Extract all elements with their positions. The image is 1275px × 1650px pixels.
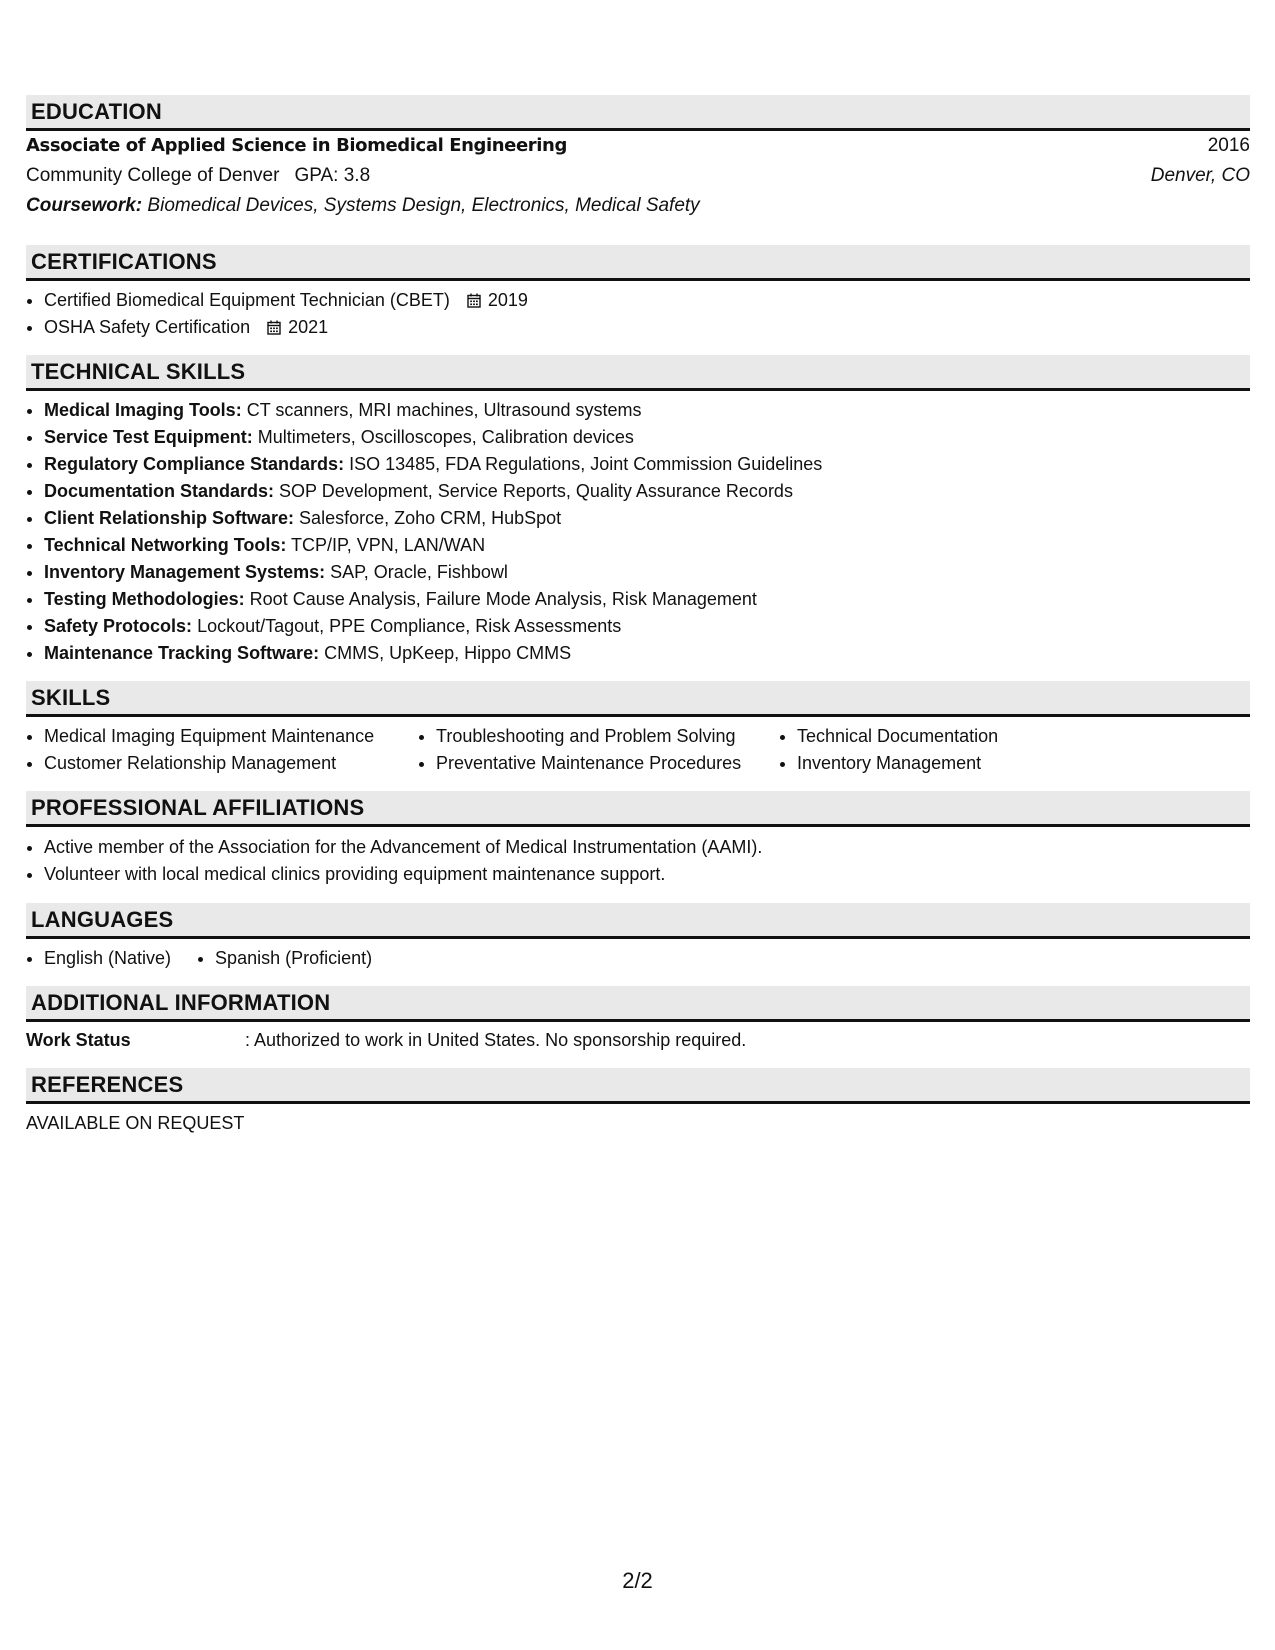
graduation-year: 2016 [1207,135,1250,156]
skills-column [418,723,779,777]
skill-values: SAP, Oracle, Fishbowl [330,562,508,582]
list-item [44,586,1250,613]
skill-category: Technical Networking Tools: [44,535,287,555]
list-item [44,640,1250,667]
resume-page [26,95,1250,1137]
references-text: AVAILABLE ON REQUEST [26,1113,245,1133]
skill-category: Safety Protocols: [44,616,193,636]
school-line [26,165,370,187]
calendar-icon [267,320,281,335]
school-location: Denver, CO [1150,165,1250,186]
list-item [44,559,1250,586]
certifications-heading: CERTIFICATIONS [26,245,1250,281]
list-item: • Preventative Maintenance Procedures [436,750,779,777]
references-heading: REFERENCES [26,1068,1250,1104]
skill-category: Inventory Management Systems: [44,562,326,582]
work-status-value: : Authorized to work in United States. No sponsorship required. [245,1030,747,1050]
list-item: • Customer Relationship Management [44,750,418,777]
list-item [44,424,1250,451]
certification-year: 2019 [487,290,528,310]
list-item [44,613,1250,640]
list-item: • Inventory Management [797,750,1097,777]
coursework-label: Coursework: [26,195,143,216]
coursework-value: Biomedical Devices, Systems Design, Electronics, Medical Safety [147,195,700,216]
languages-list [26,945,1250,972]
skill-category: Documentation Standards: [44,481,275,501]
list-item: • Technical Documentation [797,723,1097,750]
work-status-row [26,1027,1250,1054]
coursework-line [26,195,700,217]
skill-values: Multimeters, Oscilloscopes, Calibration devices [257,427,634,447]
skill-category: Medical Imaging Tools: [44,400,242,420]
skill-values: Lockout/Tagout, PPE Compliance, Risk Assessments [197,616,622,636]
skill-values: Salesforce, Zoho CRM, HubSpot [299,508,562,528]
skill-category: Regulatory Compliance Standards: [44,454,345,474]
work-status-label: Work Status [26,1030,131,1050]
skills-column [779,723,1097,777]
skill-values: TCP/IP, VPN, LAN/WAN [291,535,486,555]
list-item: • Medical Imaging Equipment Maintenance [44,723,418,750]
list-item: • English (Native) [44,945,171,972]
list-item [44,532,1250,559]
additional-info-heading: ADDITIONAL INFORMATION [26,986,1250,1022]
skill-values: ISO 13485, FDA Regulations, Joint Commission Guidelines [349,454,823,474]
education-heading: EDUCATION [26,95,1250,131]
skill-category: Testing Methodologies: [44,589,245,609]
certification-name: OSHA Safety Certification [44,317,251,337]
list-item [44,451,1250,478]
list-item [44,478,1250,505]
skill-category: Maintenance Tracking Software: [44,643,320,663]
affiliations-list [26,834,1250,888]
skill-values: CT scanners, MRI machines, Ultrasound systems [246,400,642,420]
education-section [26,135,1250,225]
skills-grid [26,723,1250,777]
list-item [44,397,1250,424]
page-number: 2/2 [622,1568,653,1593]
skill-values: CMMS, UpKeep, Hippo CMMS [324,643,572,663]
list-item [44,505,1250,532]
list-item [44,287,1250,314]
skill-values: SOP Development, Service Reports, Quality Assurance Records [279,481,793,501]
gpa: GPA: 3.8 [294,165,371,186]
skill-category: Service Test Equipment: [44,427,253,447]
list-item: • Volunteer with local medical clinics providing equipment maintenance support. [44,861,1250,888]
school-name: Community College of Denver [26,165,280,186]
skills-column [26,723,418,777]
list-item [44,314,1250,341]
list-item: • Troubleshooting and Problem Solving [436,723,779,750]
affiliations-heading: PROFESSIONAL AFFILIATIONS [26,791,1250,827]
degree-title: Associate of Applied Science in Biomedical Engineering [26,135,567,156]
list-item: • Active member of the Association for the Advancement of Medical Instrumentation (AAMI). [44,834,1250,861]
technical-skills-list [26,397,1250,667]
certification-year: 2021 [288,317,329,337]
skills-heading: SKILLS [26,681,1250,717]
languages-heading: LANGUAGES [26,903,1250,939]
technical-skills-heading: TECHNICAL SKILLS [26,355,1250,391]
certifications-list [26,287,1250,341]
calendar-icon [467,293,481,308]
skill-category: Client Relationship Software: [44,508,295,528]
list-item: • Spanish (Proficient) [215,945,372,972]
certification-name: Certified Biomedical Equipment Technician (CBET) [44,290,450,310]
skill-values: Root Cause Analysis, Failure Mode Analysis, Risk Management [249,589,757,609]
